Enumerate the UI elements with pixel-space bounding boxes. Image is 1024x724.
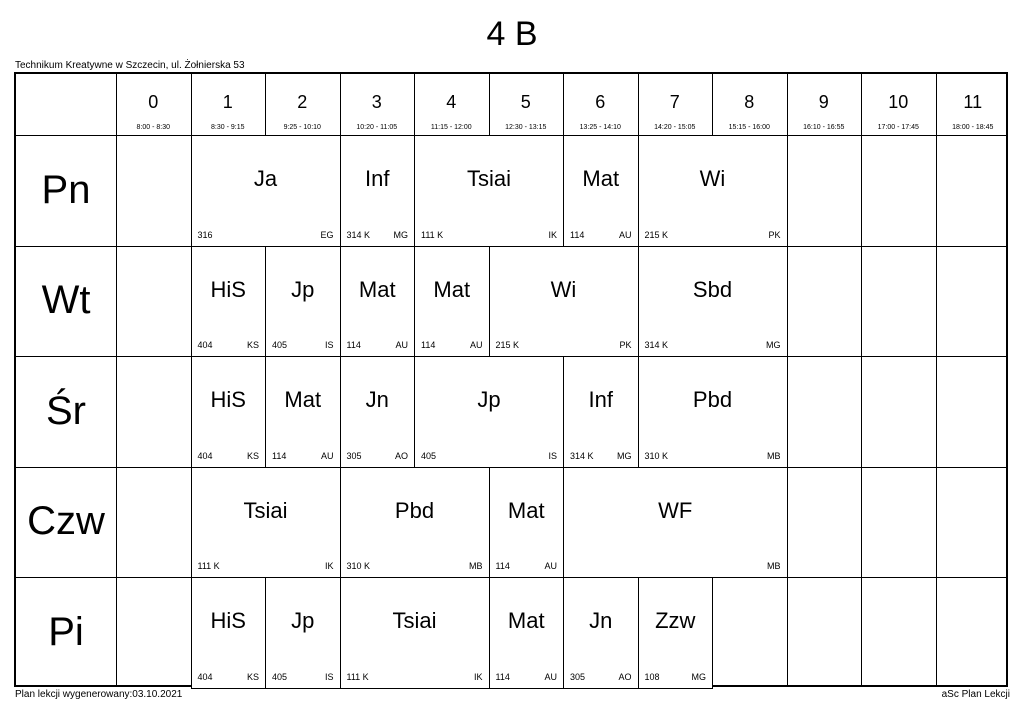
period-number: 3: [371, 92, 382, 112]
lesson-cell[interactable]: [265, 246, 341, 358]
lesson-cell[interactable]: [638, 356, 788, 468]
lesson-room: 114: [421, 340, 436, 350]
lesson-cell[interactable]: [340, 135, 416, 247]
lesson-cell[interactable]: [489, 246, 639, 358]
period-header: [489, 74, 564, 135]
period-number: 5: [520, 92, 531, 112]
period-number: 2: [297, 92, 308, 112]
period-time: 8:30 - 9:15: [211, 124, 245, 131]
period-number: 7: [669, 92, 680, 112]
lesson-subject: Ja: [253, 166, 278, 191]
lesson-room: 111 K: [197, 561, 220, 571]
lesson-subject: Wi: [550, 276, 577, 302]
lesson-teacher: MG: [617, 450, 632, 461]
period-number: 10: [888, 92, 909, 112]
lesson-cell[interactable]: [414, 356, 564, 468]
lesson-cell[interactable]: [340, 467, 490, 579]
period-header: [712, 74, 787, 135]
lesson-cell[interactable]: [340, 577, 490, 689]
lesson-subject: Wi: [699, 166, 726, 191]
period-header: [265, 74, 340, 135]
generated-date: Plan lekcji wygenerowany:03.10.2021: [15, 689, 183, 700]
period-header: [936, 74, 1011, 135]
period-time: 11:15 - 12:00: [430, 124, 472, 131]
lesson-teacher: KS: [246, 450, 259, 461]
lesson-room: 114: [495, 671, 510, 682]
period-number: 11: [963, 92, 983, 112]
lesson-subject: Jn: [589, 608, 613, 633]
lesson-teacher: IS: [324, 340, 334, 350]
period-number: 6: [595, 92, 606, 112]
day-cell: [16, 467, 116, 578]
lesson-room: 314 K: [644, 340, 669, 350]
period-time: 14:20 - 15:05: [654, 124, 696, 131]
lesson-subject: Mat: [507, 497, 545, 523]
lesson-room: 404: [197, 450, 213, 461]
lesson-cell[interactable]: [638, 135, 788, 247]
lesson-room: 404: [197, 340, 213, 350]
lesson-subject: Tsiai: [466, 166, 511, 191]
lesson-teacher: IK: [473, 671, 483, 682]
lesson-teacher: MG: [766, 340, 781, 350]
lesson-subject: HiS: [210, 276, 246, 302]
lesson-room: 310 K: [346, 561, 371, 571]
lesson-room: 114: [346, 340, 361, 350]
lesson-teacher: MG: [691, 671, 706, 682]
lesson-teacher: KS: [246, 671, 259, 682]
lesson-room: 405: [272, 340, 288, 350]
period-header: [563, 74, 638, 135]
lesson-cell[interactable]: [563, 356, 639, 468]
lesson-cell[interactable]: [638, 577, 714, 689]
lesson-subject: Mat: [433, 276, 471, 302]
lesson-cell[interactable]: [191, 246, 267, 358]
lesson-cell[interactable]: [340, 246, 416, 358]
lesson-cell[interactable]: [265, 356, 341, 468]
period-header: [861, 74, 936, 135]
period-number: 8: [744, 92, 755, 112]
period-number: 4: [446, 92, 457, 112]
lesson-teacher: IK: [324, 561, 334, 571]
lesson-teacher: AU: [618, 229, 632, 240]
lesson-room: 111 K: [346, 671, 369, 682]
lesson-room: 215 K: [495, 340, 520, 350]
lesson-teacher: MB: [469, 561, 483, 571]
grid-vertical-line: [116, 74, 117, 685]
period-time: 18:00 - 18:45: [952, 124, 994, 131]
lesson-subject: Inf: [588, 387, 613, 412]
lesson-subject: Jp: [291, 276, 315, 302]
lesson-room: 215 K: [644, 229, 669, 240]
period-time: 8:00 - 8:30: [136, 124, 170, 131]
day-cell: [16, 577, 116, 688]
lesson-room: 114: [272, 450, 287, 461]
lesson-subject: WF: [658, 497, 693, 523]
lesson-room: 404: [197, 671, 213, 682]
lesson-subject: Mat: [358, 276, 396, 302]
lesson-room: 108: [644, 671, 660, 682]
lesson-teacher: IK: [548, 229, 557, 240]
lesson-cell[interactable]: [563, 577, 639, 689]
lesson-subject: Inf: [365, 166, 390, 191]
timetable-grid: [14, 72, 1008, 687]
lesson-teacher: AU: [320, 450, 334, 461]
period-time: 12:30 - 13:15: [505, 124, 547, 131]
lesson-teacher: MB: [767, 450, 781, 461]
lesson-room: 111 K: [421, 229, 444, 240]
period-number: 0: [148, 92, 159, 112]
lesson-cell[interactable]: [489, 577, 565, 689]
lesson-room: 305: [570, 671, 586, 682]
lesson-teacher: AO: [618, 671, 632, 682]
period-header: [787, 74, 862, 135]
period-time: 17:00 - 17:45: [877, 124, 919, 131]
lesson-cell[interactable]: [638, 246, 788, 358]
lesson-cell[interactable]: [489, 467, 565, 579]
lesson-subject: Tsiai: [392, 608, 437, 633]
period-time: 13:25 - 14:10: [579, 124, 621, 131]
lesson-teacher: AU: [395, 340, 408, 350]
lesson-teacher: AU: [544, 671, 557, 682]
lesson-room: 314 K: [570, 450, 594, 461]
school-name: Technikum Kreatywne w Szczecin, ul. Żołnierska 53: [15, 60, 245, 71]
lesson-room: 405: [421, 450, 437, 461]
period-header: [414, 74, 489, 135]
period-header: [191, 74, 266, 135]
app-name: aSc Plan Lekcji: [941, 689, 1010, 700]
lesson-teacher: PK: [619, 340, 632, 350]
lesson-cell[interactable]: [414, 135, 564, 247]
period-time: 10:20 - 11:05: [356, 124, 398, 131]
lesson-subject: Jp: [477, 387, 501, 412]
period-time: 15:15 - 16:00: [728, 124, 770, 131]
lesson-room: 114: [495, 561, 510, 571]
lesson-room: 405: [272, 671, 288, 682]
day-label: Śr: [46, 388, 86, 433]
lesson-room: 316: [197, 229, 213, 240]
lesson-teacher: IS: [548, 450, 557, 461]
day-cell: [16, 356, 116, 467]
lesson-cell[interactable]: [563, 467, 788, 579]
period-header: [116, 74, 191, 135]
lesson-subject: Jp: [291, 608, 315, 633]
lesson-cell[interactable]: [191, 467, 341, 579]
lesson-subject: Zzw: [655, 608, 696, 633]
lesson-teacher: MG: [393, 229, 408, 240]
lesson-teacher: PK: [768, 229, 781, 240]
lesson-subject: Mat: [284, 387, 322, 412]
lesson-subject: HiS: [210, 608, 246, 633]
lesson-subject: Mat: [582, 166, 620, 191]
lesson-teacher: MB: [767, 561, 781, 571]
lesson-cell[interactable]: [265, 577, 341, 689]
day-cell: [16, 135, 116, 246]
day-label: Pi: [48, 609, 84, 654]
lesson-subject: Sbd: [692, 276, 733, 302]
period-time: 9:25 - 10:10: [283, 124, 321, 131]
period-time: 16:10 - 16:55: [803, 124, 845, 131]
lesson-cell[interactable]: [191, 356, 267, 468]
lesson-room: 310 K: [644, 450, 669, 461]
lesson-teacher: IS: [324, 671, 334, 682]
lesson-teacher: EG: [320, 229, 334, 240]
lesson-cell[interactable]: [191, 135, 341, 247]
lesson-subject: Tsiai: [243, 497, 288, 523]
lesson-room: 314 K: [346, 229, 371, 240]
lesson-subject: Mat: [507, 608, 545, 633]
page-title: 4 B: [486, 15, 538, 53]
period-header: [340, 74, 415, 135]
lesson-teacher: AO: [394, 450, 408, 461]
day-label: Czw: [27, 499, 105, 544]
lesson-subject: Pbd: [394, 497, 435, 523]
day-cell: [16, 246, 116, 357]
lesson-room: 114: [570, 229, 585, 240]
lesson-teacher: KS: [246, 340, 259, 350]
period-header: [638, 74, 713, 135]
lesson-subject: HiS: [210, 387, 246, 412]
lesson-teacher: AU: [544, 561, 557, 571]
lesson-room: 305: [346, 450, 362, 461]
grid-vertical-line: [861, 74, 862, 685]
lesson-cell[interactable]: [191, 577, 267, 689]
period-number: 9: [818, 92, 829, 112]
grid-vertical-line: [936, 74, 937, 685]
day-label: Pn: [41, 167, 91, 212]
lesson-subject: Pbd: [692, 387, 733, 412]
day-label: Wt: [41, 278, 91, 323]
lesson-cell[interactable]: [340, 356, 416, 468]
lesson-cell[interactable]: [563, 135, 639, 247]
period-number: 1: [222, 92, 233, 112]
lesson-subject: Jn: [365, 387, 389, 412]
lesson-teacher: AU: [469, 340, 483, 350]
lesson-cell[interactable]: [414, 246, 490, 358]
